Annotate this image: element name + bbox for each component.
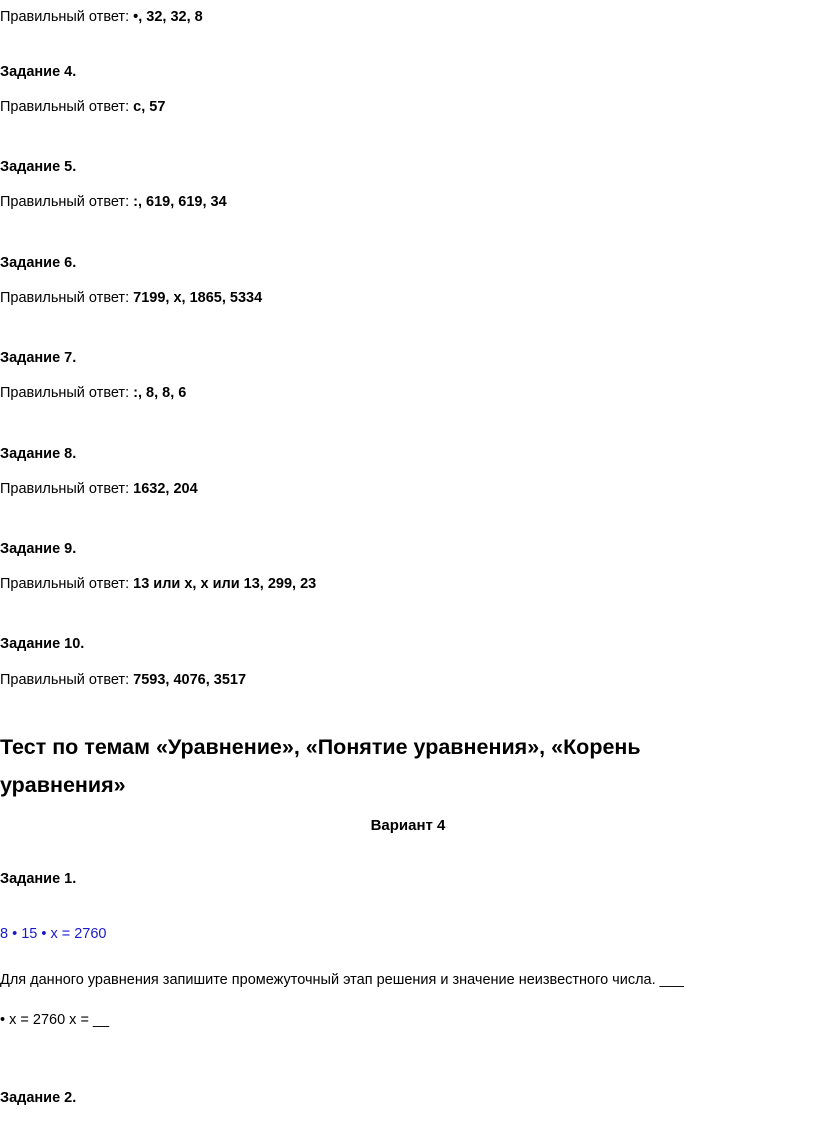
answer-line-7 xyxy=(0,383,186,403)
answer-value: •, 32, 32, 8 xyxy=(133,9,203,25)
task-title-5: Задание 5. xyxy=(0,159,77,175)
answer-prefix: Правильный ответ: xyxy=(0,481,134,497)
task-title-8: Задание 8. xyxy=(0,446,77,462)
answer-prefix: Правильный ответ: xyxy=(0,99,134,115)
answer-prefix: Правильный ответ: xyxy=(0,9,134,25)
answer-line-8 xyxy=(0,479,198,499)
answer-prefix: Правильный ответ: xyxy=(0,576,134,592)
task-title-4: Задание 4. xyxy=(0,64,77,80)
variant-heading: Вариант 4 xyxy=(370,817,446,834)
task-title-7: Задание 7. xyxy=(0,350,77,366)
answer-value: 7593, 4076, 3517 xyxy=(133,672,247,688)
answer-value: 13 или х, х или 13, 299, 23 xyxy=(133,576,317,592)
answer-prefix: Правильный ответ: xyxy=(0,194,134,210)
task-title-2: Задание 2. xyxy=(0,1090,77,1106)
answer-line-5 xyxy=(0,192,227,212)
answer-line-9 xyxy=(0,574,316,594)
answer-value: :, 619, 619, 34 xyxy=(133,194,227,210)
task-instruction: Для данного уравнения запишите промежуточный этап решения и значение неизвестного числа. ___ xyxy=(0,972,684,988)
task-title-1: Задание 1. xyxy=(0,871,77,887)
answer-blank-line: • х = 2760 х = __ xyxy=(0,1012,110,1028)
answer-value: :, 8, 8, 6 xyxy=(133,385,187,401)
answer-prefix: Правильный ответ: xyxy=(0,385,134,401)
answer-value: с, 57 xyxy=(133,99,166,115)
answer-prefix: Правильный ответ: xyxy=(0,672,134,688)
equation: 8 • 15 • х = 2760 xyxy=(0,926,107,942)
test-title: Тест по темам «Уравнение», «Понятие уравнения», «Корень уравнения» xyxy=(0,735,641,797)
answer-prefix: Правильный ответ: xyxy=(0,290,134,306)
answer-line-6 xyxy=(0,288,262,308)
task-title-10: Задание 10. xyxy=(0,636,85,652)
answer-line-4 xyxy=(0,97,165,117)
answer-value: 1632, 204 xyxy=(133,481,198,497)
answer-value: 7199, х, 1865, 5334 xyxy=(133,290,263,306)
task-title-9: Задание 9. xyxy=(0,541,77,557)
task-title-6: Задание 6. xyxy=(0,255,77,271)
answer-line-3 xyxy=(0,7,203,27)
answer-line-10 xyxy=(0,670,246,690)
